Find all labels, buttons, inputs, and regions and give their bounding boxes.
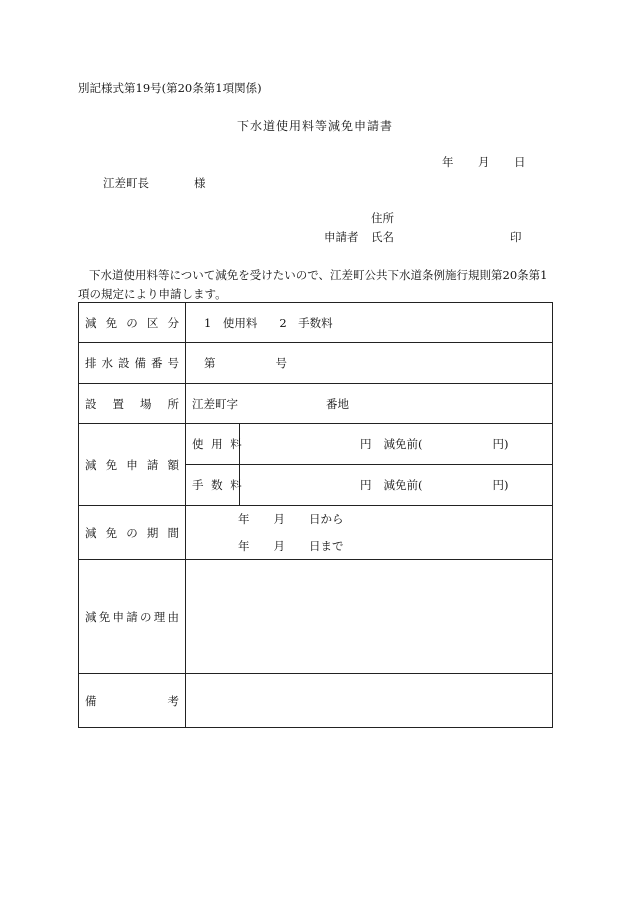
month-label: 月: [478, 155, 490, 169]
remarks-field[interactable]: [186, 674, 553, 728]
application-form-table: [78, 302, 553, 728]
category-label-char: 減: [85, 315, 97, 330]
location-label: [79, 384, 186, 424]
amount-label-char: 減: [85, 457, 97, 472]
option-handling-fee[interactable]: 2 手数料: [279, 315, 333, 330]
amount-label: [79, 424, 186, 506]
usage-before-label: 減免前(: [383, 437, 423, 451]
location-label-char: 置: [112, 396, 124, 411]
addressee: 江差町長: [103, 176, 149, 190]
reason-label-char: の: [140, 609, 152, 624]
period-to-year: 年: [238, 539, 250, 553]
handling-fee-amount-field[interactable]: [240, 465, 553, 506]
period-to: [238, 539, 552, 553]
usage-yen: 円: [360, 437, 372, 451]
period-to-month: 月: [273, 539, 285, 553]
amount-label-char: 額: [167, 457, 179, 472]
reason-row: [79, 560, 553, 674]
reason-label-char: 申: [112, 609, 124, 624]
category-label: [79, 303, 186, 343]
handling-fee-label: 手 数 料: [186, 465, 240, 506]
remarks-row: [79, 674, 553, 728]
category-options: [186, 303, 553, 343]
location-prefix: 江差町字: [192, 396, 238, 411]
facility-label-char: 番: [151, 356, 163, 370]
body-text-line-1: 下水道使用料等について減免を受けたいので、江差町公共下水道条例施行規則第20条第1: [89, 268, 548, 282]
reason-label-char: 由: [167, 609, 179, 624]
usage-fee-label: 使 用 料: [186, 424, 240, 465]
period-label-char: の: [126, 525, 138, 540]
period-label: [79, 506, 186, 560]
facility-number-field[interactable]: [186, 343, 553, 384]
date-line: [442, 155, 526, 169]
period-to-day: 日まで: [309, 539, 344, 553]
period-label-char: 免: [105, 525, 118, 540]
period-from-year: 年: [238, 512, 250, 526]
facility-label-char: 排: [85, 356, 97, 370]
reason-label: [79, 560, 186, 674]
category-label-char: の: [126, 315, 138, 330]
address-label: 住所: [371, 211, 394, 225]
period-label-char: 期: [146, 525, 159, 540]
location-label-char: 場: [140, 396, 152, 411]
day-label: 日: [514, 155, 526, 169]
name-label: 氏名: [371, 230, 394, 244]
facility-number-label: [79, 343, 186, 384]
seal-mark: 印: [510, 230, 522, 244]
reason-label-char: 理: [153, 609, 166, 624]
option-usage-fee[interactable]: 1 使用料: [204, 315, 258, 330]
location-label-char: 設: [85, 396, 97, 411]
category-label-char: 分: [167, 315, 179, 330]
facility-label-text: [79, 355, 185, 371]
period-from: [238, 512, 552, 526]
amount-label-char: 請: [146, 457, 159, 472]
applicant-label: 申請者: [324, 230, 359, 244]
period-from-day: 日から: [309, 512, 344, 526]
location-label-char: 所: [167, 396, 179, 411]
period-from-month: 月: [273, 512, 285, 526]
location-field[interactable]: [186, 384, 553, 424]
period-label-char: 間: [167, 525, 179, 540]
amount-label-text: [79, 457, 185, 473]
fee-before-yen: 円): [492, 478, 509, 492]
facility-number-row: [79, 343, 553, 384]
fee-before-label: 減免前(: [383, 478, 423, 492]
facility-label-char: 号: [167, 356, 179, 370]
reason-label-char: 請: [126, 609, 138, 624]
facility-label-char: 水: [101, 356, 113, 370]
location-row: [79, 384, 553, 424]
category-label-text: [79, 315, 185, 331]
period-row: [79, 506, 553, 560]
amount-label-char: 申: [126, 457, 138, 472]
reason-label-text: [79, 609, 185, 625]
usage-before-yen: 円): [492, 437, 509, 451]
document-title: 下水道使用料等減免申請書: [236, 119, 393, 133]
body-text-line-2: 項の規定により申請します。: [78, 287, 227, 301]
remarks-label-text: [79, 693, 185, 709]
fee-yen: 円: [360, 478, 372, 492]
location-suffix: 番地: [326, 396, 349, 411]
remarks-label-char: 備: [85, 693, 97, 708]
period-label-char: 減: [85, 525, 97, 540]
usage-fee-amount-field[interactable]: [240, 424, 553, 465]
form-number: 別記様式第19号(第20条第1項関係): [78, 81, 262, 95]
facility-label-char: 設: [118, 356, 130, 370]
addressee-line: [103, 176, 206, 190]
period-field[interactable]: [186, 506, 553, 560]
facility-number-prefix: 第: [204, 356, 216, 370]
facility-number-suffix: 号: [275, 356, 287, 370]
honorific: 様: [194, 176, 206, 190]
amount-label-char: 免: [105, 457, 118, 472]
remarks-label-char: 考: [167, 693, 179, 708]
reason-label-char: 減: [85, 609, 97, 624]
category-row: [79, 303, 553, 343]
year-label: 年: [442, 155, 454, 169]
facility-label-char: 備: [134, 356, 146, 370]
period-label-text: [79, 525, 185, 541]
reason-label-char: 免: [98, 609, 111, 624]
location-label-text: [79, 396, 185, 412]
remarks-label: [79, 674, 186, 728]
amount-usage-row: [79, 424, 553, 465]
category-label-char: 免: [105, 315, 118, 330]
category-label-char: 区: [146, 315, 159, 330]
reason-field[interactable]: [186, 560, 553, 674]
